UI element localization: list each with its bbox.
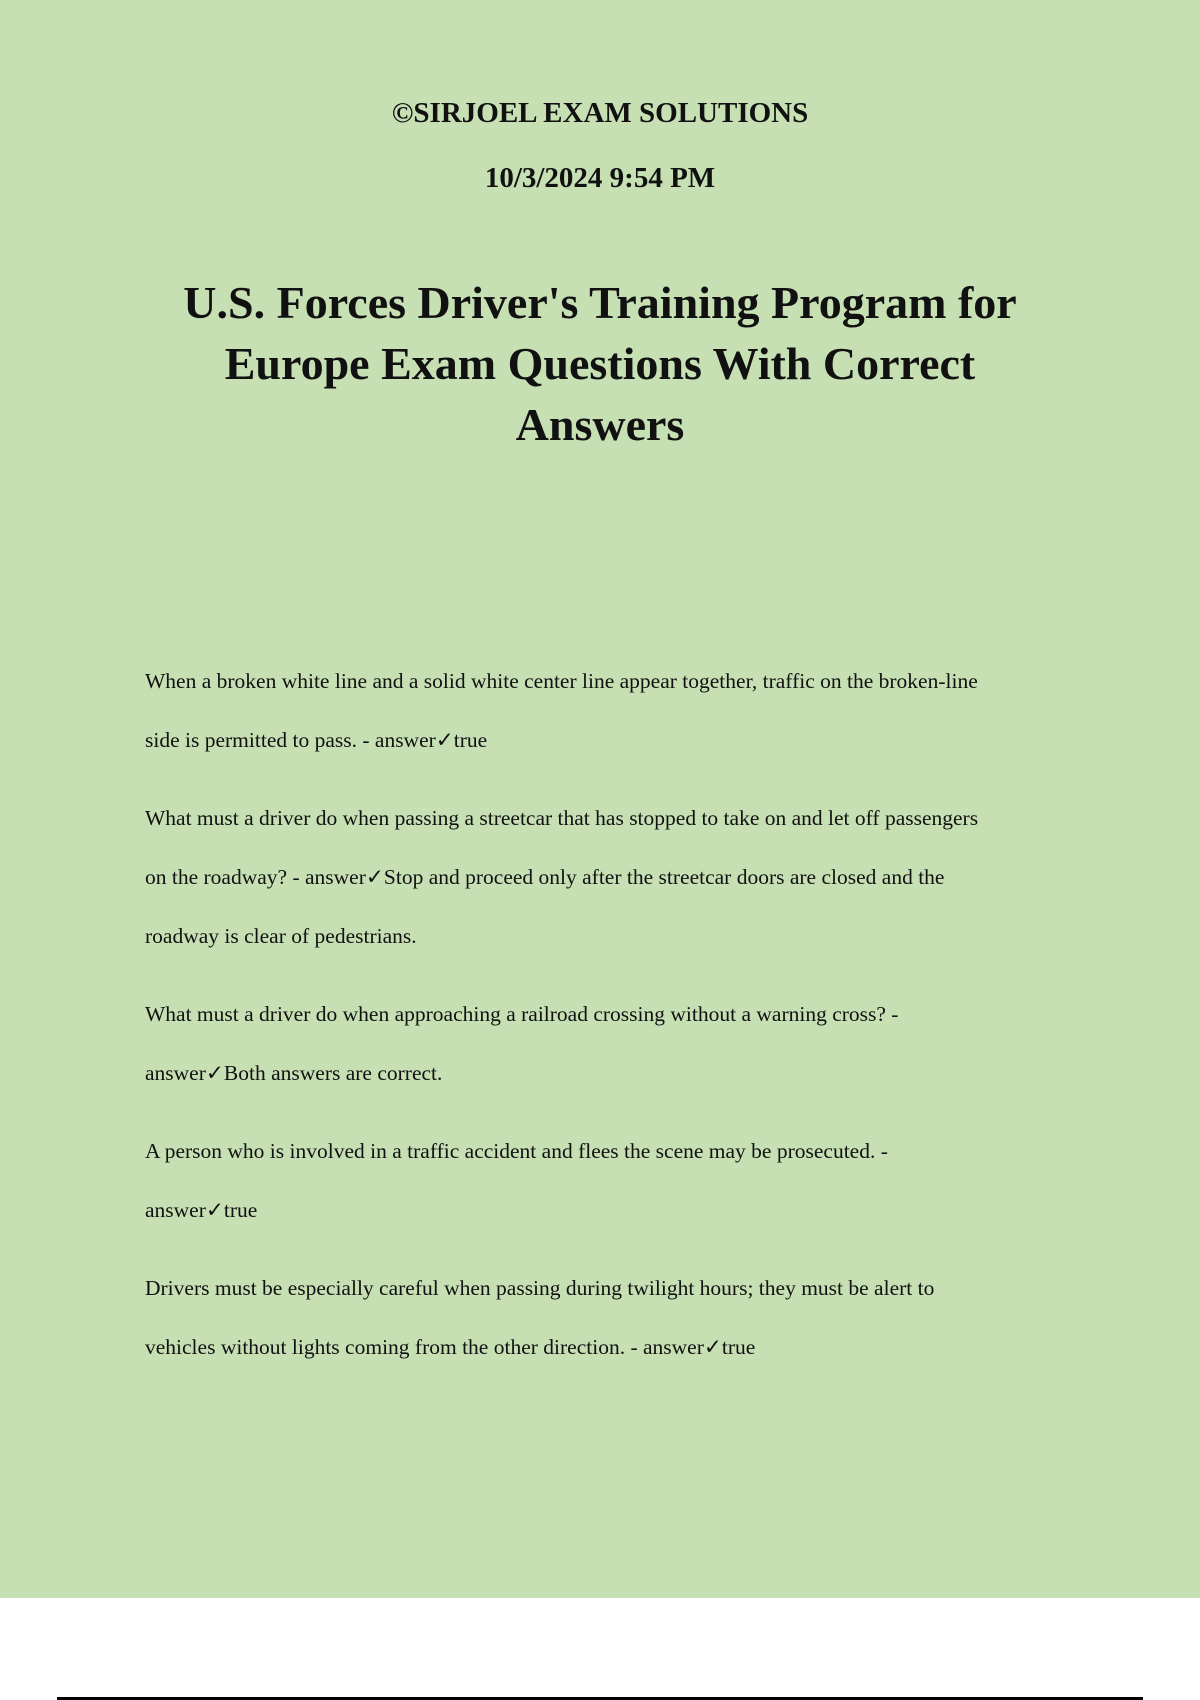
title-line: Answers <box>515 399 685 450</box>
question-text-line: roadway is clear of pedestrians. <box>145 924 417 948</box>
copyright-header: ©SIRJOEL EXAM SOLUTIONS <box>391 97 809 129</box>
question-item <box>145 997 1105 1115</box>
question-text-line: answer✓true <box>145 1198 258 1222</box>
question-text-line: vehicles without lights coming from the other direction. - answer✓true <box>145 1335 756 1359</box>
document-title <box>100 272 1100 455</box>
question-item <box>145 1271 1105 1389</box>
question-text-line: What must a driver do when passing a streetcar that has stopped to take on and let off passengers <box>145 806 979 830</box>
date-time-header: 10/3/2024 9:54 PM <box>484 162 716 194</box>
title-line: U.S. Forces Driver's Training Program for <box>183 277 1017 328</box>
question-text-line: A person who is involved in a traffic accident and flees the scene may be prosecuted. - <box>145 1139 888 1163</box>
title-line: Europe Exam Questions With Correct <box>224 338 976 389</box>
question-text-line: on the roadway? - answer✓Stop and proceed only after the streetcar doors are closed and the <box>145 865 945 889</box>
question-list <box>145 664 1105 1408</box>
question-item <box>145 801 1105 978</box>
question-text-line: answer✓Both answers are correct. <box>145 1061 443 1085</box>
question-text-line: Drivers must be especially careful when passing during twilight hours; they must be alert to <box>145 1276 935 1300</box>
question-item <box>145 1134 1105 1252</box>
question-text-line: side is permitted to pass. - answer✓true <box>145 728 488 752</box>
question-text-line: What must a driver do when approaching a railroad crossing without a warning cross? - <box>145 1002 899 1026</box>
question-item <box>145 664 1105 782</box>
question-text-line: When a broken white line and a solid white center line appear together, traffic on the broken-line <box>145 669 978 693</box>
